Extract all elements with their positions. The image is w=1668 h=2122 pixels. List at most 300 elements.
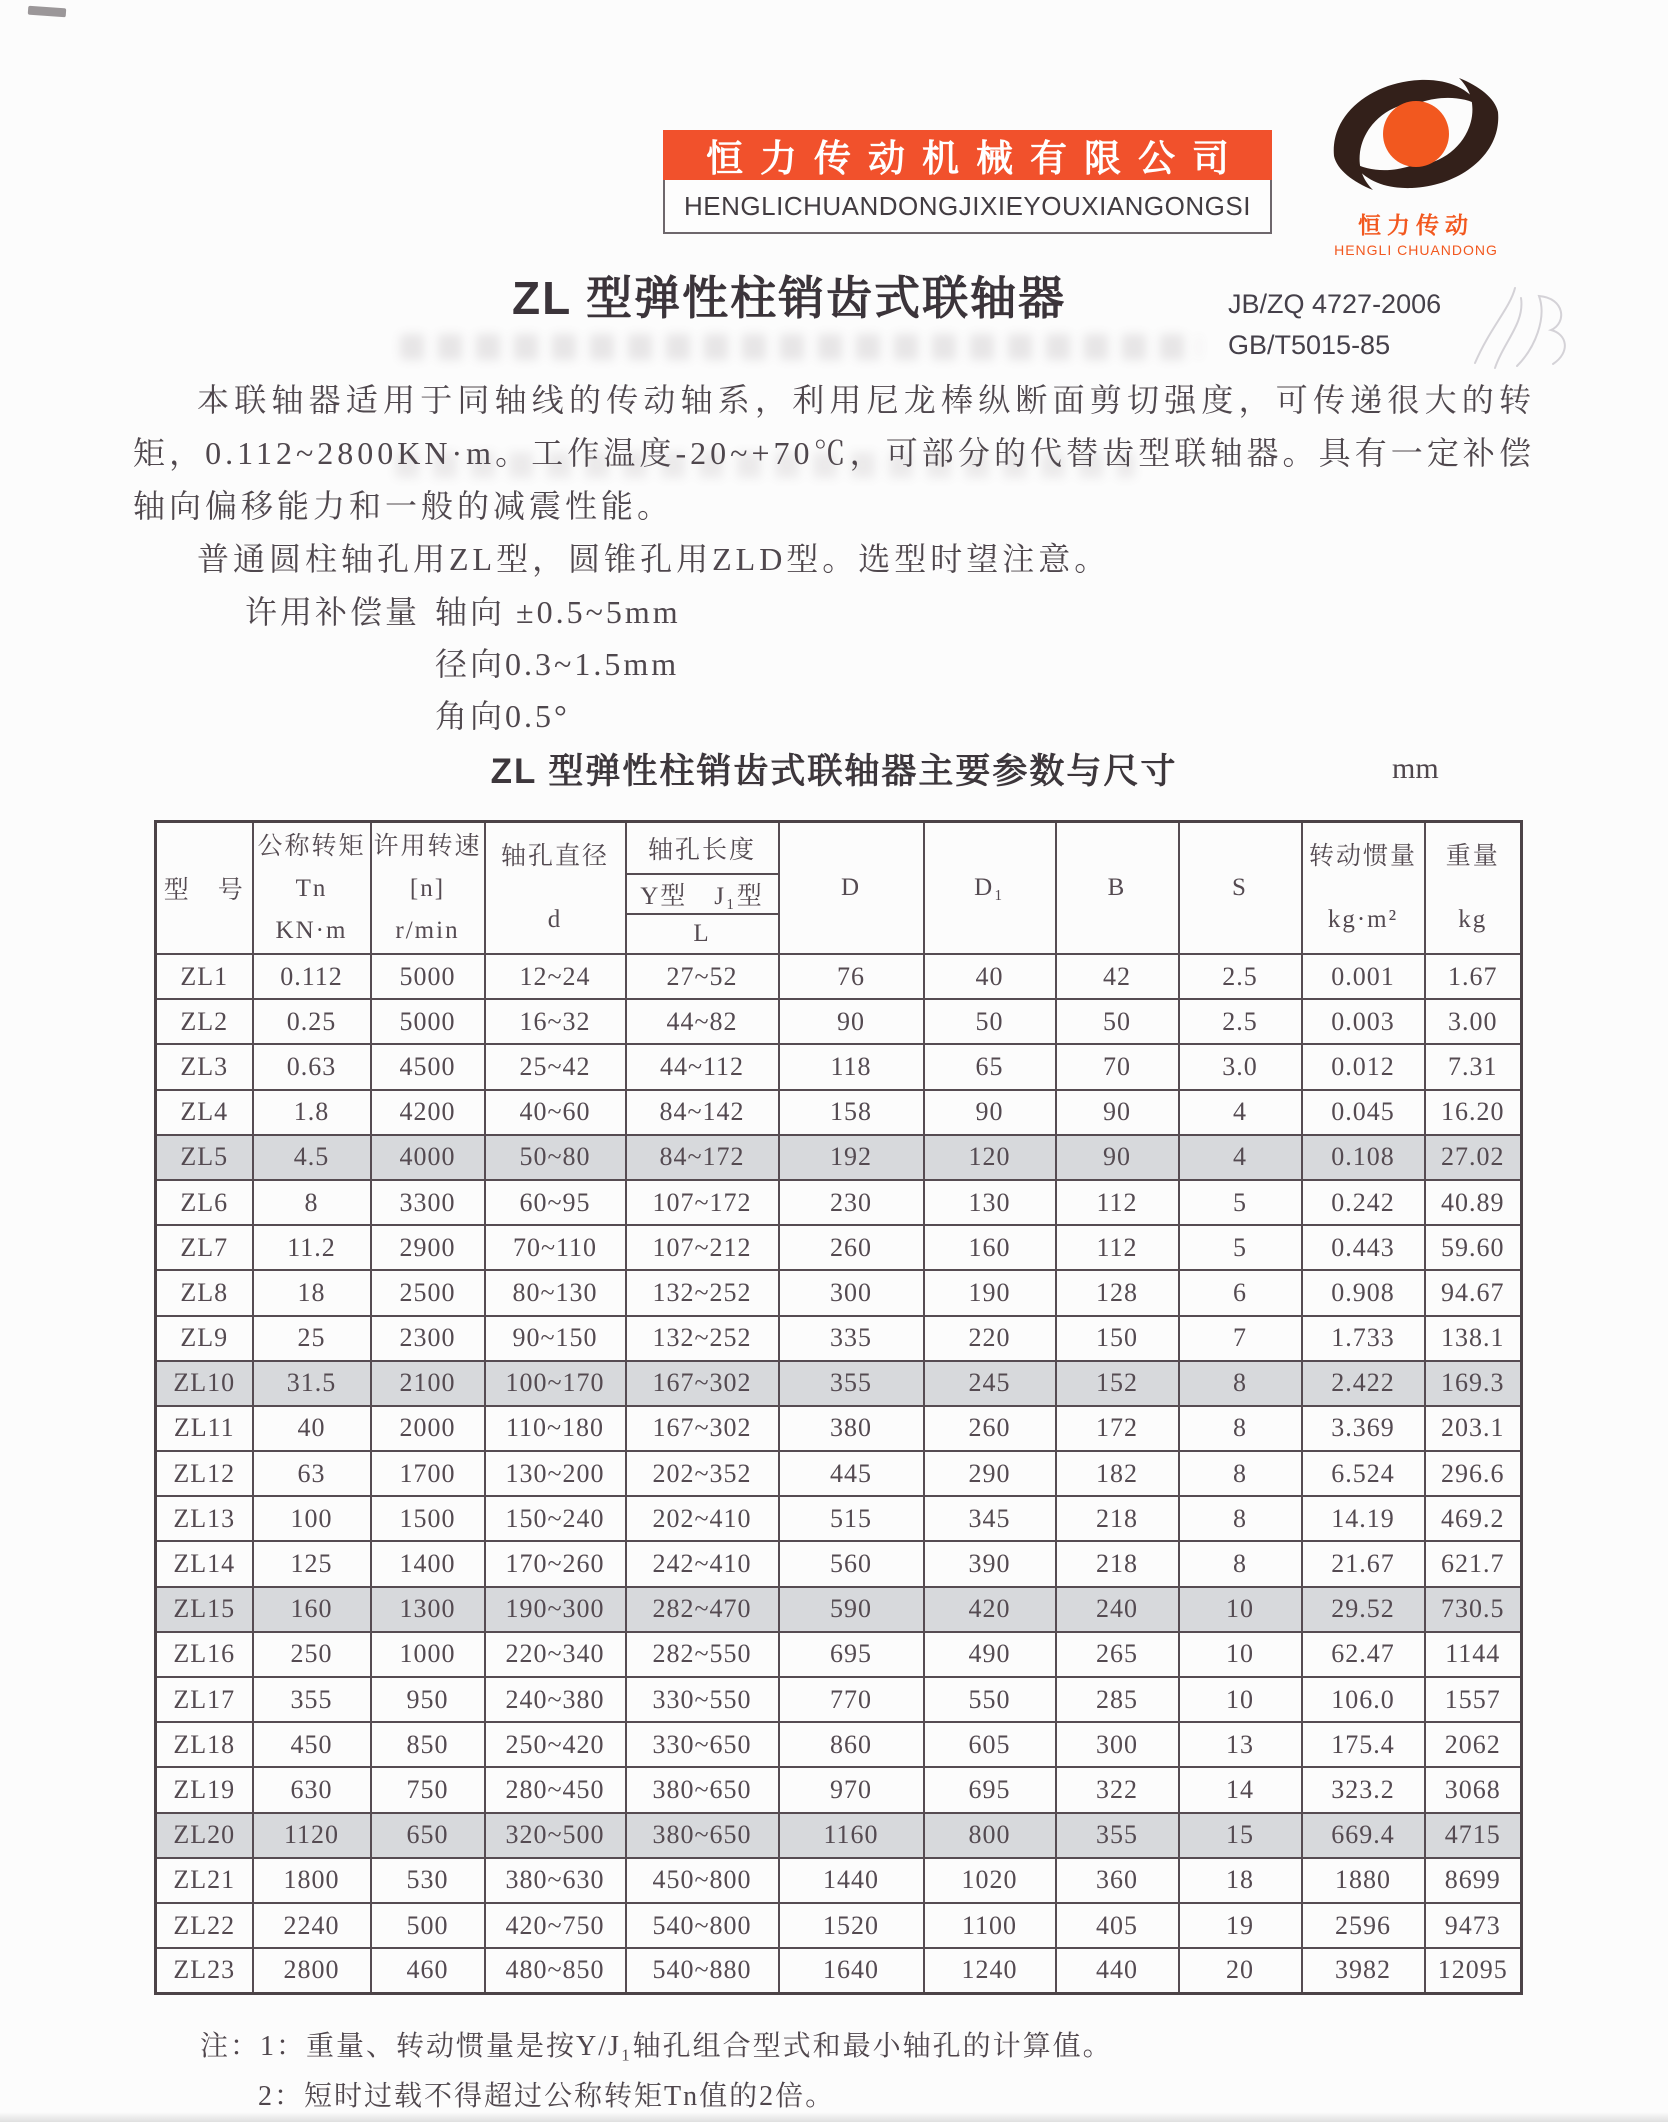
table-cell: 2000 — [371, 1406, 485, 1451]
cell-model: ZL14 — [156, 1541, 253, 1586]
table-row — [156, 1903, 1522, 1948]
table-cell: 128 — [1056, 1270, 1179, 1315]
table-cell: 380~650 — [626, 1767, 779, 1812]
col-header-B: B — [1056, 822, 1179, 955]
table-cell: 203.1 — [1425, 1406, 1522, 1451]
table-cell: 160 — [924, 1225, 1056, 1270]
table-cell: 50 — [924, 999, 1056, 1044]
table-cell: 150 — [1056, 1316, 1179, 1361]
table-cell: 290 — [924, 1451, 1056, 1496]
table-cell: 800 — [924, 1813, 1056, 1858]
col-header-speed-cn: 许用转速 — [373, 832, 482, 860]
cell-model: ZL21 — [156, 1858, 253, 1903]
col-header-bore-length: 轴孔长度 — [626, 822, 779, 875]
col-header-weight-cn: 重量 — [1445, 843, 1500, 870]
col-header-inertia — [1302, 822, 1425, 955]
table-row — [156, 1180, 1522, 1225]
table-cell: 220~340 — [485, 1632, 626, 1677]
table-cell: 5 — [1179, 1180, 1302, 1225]
col-header-bore-symbol: d — [547, 906, 563, 933]
table-cell: 160 — [253, 1587, 371, 1632]
table-cell: 63 — [253, 1451, 371, 1496]
table-cell: 490 — [924, 1632, 1056, 1677]
table-cell: 100~170 — [485, 1361, 626, 1406]
parameters-table — [154, 820, 1523, 1995]
table-row — [156, 1406, 1522, 1451]
table-cell: 0.63 — [253, 1044, 371, 1089]
table-cell: 2240 — [253, 1903, 371, 1948]
table-cell: 62.47 — [1302, 1632, 1425, 1677]
table-cell: 1640 — [779, 1948, 924, 1993]
footnotes — [200, 2022, 1113, 2122]
table-cell: 1120 — [253, 1813, 371, 1858]
table-cell: 11.2 — [253, 1225, 371, 1270]
col-header-torque — [253, 822, 371, 955]
table-cell: 25~42 — [485, 1044, 626, 1089]
cell-model: ZL6 — [156, 1180, 253, 1225]
cell-model: ZL9 — [156, 1316, 253, 1361]
table-cell: 405 — [1056, 1903, 1179, 1948]
cell-model: ZL20 — [156, 1813, 253, 1858]
table-cell: 8 — [1179, 1496, 1302, 1541]
cell-model: ZL2 — [156, 999, 253, 1044]
table-row — [156, 1044, 1522, 1089]
table-cell: 107~172 — [626, 1180, 779, 1225]
table-cell: 5000 — [371, 954, 485, 999]
table-cell: 605 — [924, 1722, 1056, 1767]
table-cell: 590 — [779, 1587, 924, 1632]
bleed-through-artifact — [400, 334, 1200, 360]
table-cell: 3982 — [1302, 1948, 1425, 1993]
table-cell: 16~32 — [485, 999, 626, 1044]
table-cell: 1880 — [1302, 1858, 1425, 1903]
cell-model: ZL19 — [156, 1767, 253, 1812]
table-cell: 1.67 — [1425, 954, 1522, 999]
table-cell: 2596 — [1302, 1903, 1425, 1948]
table-cell: 106.0 — [1302, 1677, 1425, 1722]
table-cell: 90 — [1056, 1135, 1179, 1180]
table-cell: 182 — [1056, 1451, 1179, 1496]
col-header-weight-unit: kg — [1458, 906, 1488, 933]
table-cell: 300 — [1056, 1722, 1179, 1767]
table-cell: 445 — [779, 1451, 924, 1496]
table-cell: 296.6 — [1425, 1451, 1522, 1496]
table-cell: 13 — [1179, 1722, 1302, 1767]
table-cell: 3.369 — [1302, 1406, 1425, 1451]
table-cell: 355 — [779, 1361, 924, 1406]
cell-model: ZL8 — [156, 1270, 253, 1315]
col-header-speed-unit: r/min — [395, 916, 460, 944]
col-header-D: D — [779, 822, 924, 955]
table-cell: 80~130 — [485, 1270, 626, 1315]
footnote-prefix: 注： — [200, 2031, 261, 2062]
table-cell: 9473 — [1425, 1903, 1522, 1948]
table-cell: 10 — [1179, 1677, 1302, 1722]
table-cell: 2800 — [253, 1948, 371, 1993]
table-cell: 70~110 — [485, 1225, 626, 1270]
table-cell: 245 — [924, 1361, 1056, 1406]
table-cell: 6.524 — [1302, 1451, 1425, 1496]
col-header-D1: D₁ — [924, 822, 1056, 955]
col-header-length-L: L — [626, 914, 779, 954]
table-cell: 0.001 — [1302, 954, 1425, 999]
table-cell: 59.60 — [1425, 1225, 1522, 1270]
table-cell: 158 — [779, 1090, 924, 1135]
table-cell: 250~420 — [485, 1722, 626, 1767]
table-cell: 3068 — [1425, 1767, 1522, 1812]
table-cell: 100 — [253, 1496, 371, 1541]
table-cell: 220 — [924, 1316, 1056, 1361]
cell-model: ZL15 — [156, 1587, 253, 1632]
table-cell: 27.02 — [1425, 1135, 1522, 1180]
table-cell: 1557 — [1425, 1677, 1522, 1722]
table-cell: 695 — [924, 1767, 1056, 1812]
table-cell: 125 — [253, 1541, 371, 1586]
footnote-1-text: 1：重量、转动惯量是按Y/J₁轴孔组合型式和最小轴孔的计算值。 — [260, 2031, 1113, 2062]
table-cell: 3300 — [371, 1180, 485, 1225]
col-header-torque-unit: KN·m — [275, 916, 348, 944]
table-cell: 2062 — [1425, 1722, 1522, 1767]
table-row — [156, 1361, 1522, 1406]
table-cell: 390 — [924, 1541, 1056, 1586]
table-cell: 110~180 — [485, 1406, 626, 1451]
table-cell: 380 — [779, 1406, 924, 1451]
col-header-model: 型 号 — [156, 822, 253, 955]
table-cell: 10 — [1179, 1587, 1302, 1632]
cell-model: ZL4 — [156, 1090, 253, 1135]
table-cell: 1240 — [924, 1948, 1056, 1993]
table-cell: 190 — [924, 1270, 1056, 1315]
table-cell: 50 — [1056, 999, 1179, 1044]
table-cell: 1700 — [371, 1451, 485, 1496]
table-cell: 420~750 — [485, 1903, 626, 1948]
table-cell: 280~450 — [485, 1767, 626, 1812]
cell-model: ZL11 — [156, 1406, 253, 1451]
table-cell: 1520 — [779, 1903, 924, 1948]
table-cell: 132~252 — [626, 1270, 779, 1315]
table-cell: 94.67 — [1425, 1270, 1522, 1315]
col-header-length-types: Y型 J₁型 — [626, 874, 779, 914]
table-cell: 150~240 — [485, 1496, 626, 1541]
table-cell: 60~95 — [485, 1180, 626, 1225]
table-cell: 112 — [1056, 1180, 1179, 1225]
table-cell: 730.5 — [1425, 1587, 1522, 1632]
table-cell: 540~800 — [626, 1903, 779, 1948]
scan-artifact-mark — [28, 6, 67, 18]
cell-model: ZL17 — [156, 1677, 253, 1722]
table-row — [156, 1632, 1522, 1677]
table-cell: 669.4 — [1302, 1813, 1425, 1858]
table-cell: 420 — [924, 1587, 1056, 1632]
table-cell: 1000 — [371, 1632, 485, 1677]
table-row — [156, 1225, 1522, 1270]
intro-section — [133, 374, 1535, 742]
table-cell: 138.1 — [1425, 1316, 1522, 1361]
table-row — [156, 1858, 1522, 1903]
table-cell: 1.8 — [253, 1090, 371, 1135]
table-cell: 515 — [779, 1496, 924, 1541]
table-row — [156, 954, 1522, 999]
table-cell: 44~112 — [626, 1044, 779, 1089]
table-cell: 2.5 — [1179, 999, 1302, 1044]
company-name-cn: 恒力传动机械有限公司 — [706, 138, 1246, 179]
table-cell: 355 — [1056, 1813, 1179, 1858]
table-cell: 90~150 — [485, 1316, 626, 1361]
table-cell: 14.19 — [1302, 1496, 1425, 1541]
table-cell: 167~302 — [626, 1361, 779, 1406]
swirl-logo-icon — [1316, 66, 1516, 204]
table-cell: 242~410 — [626, 1541, 779, 1586]
table-cell: 40~60 — [485, 1090, 626, 1135]
table-cell: 16.20 — [1425, 1090, 1522, 1135]
table-cell: 5000 — [371, 999, 485, 1044]
table-cell: 1160 — [779, 1813, 924, 1858]
table-cell: 218 — [1056, 1496, 1179, 1541]
logo-text-cn: 恒力传动 — [1358, 212, 1474, 238]
table-cell: 7 — [1179, 1316, 1302, 1361]
table-cell: 18 — [253, 1270, 371, 1315]
table-cell: 300 — [779, 1270, 924, 1315]
standard-code-line2: GB/T5015-85 — [1228, 330, 1391, 360]
table-cell: 621.7 — [1425, 1541, 1522, 1586]
table-cell: 202~410 — [626, 1496, 779, 1541]
table-cell: 460 — [371, 1948, 485, 1993]
table-cell: 169.3 — [1425, 1361, 1522, 1406]
table-cell: 330~550 — [626, 1677, 779, 1722]
table-cell: 12~24 — [485, 954, 626, 999]
table-cell: 40.89 — [1425, 1180, 1522, 1225]
table-cell: 530 — [371, 1858, 485, 1903]
table-cell: 12095 — [1425, 1948, 1522, 1993]
col-header-weight — [1425, 822, 1522, 955]
compensation-axial-value: 轴向 ±0.5~5mm — [435, 594, 681, 630]
table-cell: 4715 — [1425, 1813, 1522, 1858]
table-cell: 42 — [1056, 954, 1179, 999]
col-header-speed-symbol: [n] — [409, 874, 446, 902]
table-cell: 560 — [779, 1541, 924, 1586]
table-cell: 550 — [924, 1677, 1056, 1722]
table-cell: 14 — [1179, 1767, 1302, 1812]
intro-paragraph-1: 本联轴器适用于同轴线的传动轴系，利用尼龙棒纵断面剪切强度，可传递很大的转矩，0.112~2800KN·m。工作温度-20~+70℃，可部分的代替齿型联轴器。具有一定补偿轴向偏移能力和一般的减震性能。 — [133, 382, 1535, 524]
cell-model: ZL1 — [156, 954, 253, 999]
table-cell: 335 — [779, 1316, 924, 1361]
table-cell: 70 — [1056, 1044, 1179, 1089]
table-cell: 770 — [779, 1677, 924, 1722]
table-cell: 320~500 — [485, 1813, 626, 1858]
table-cell: 7.31 — [1425, 1044, 1522, 1089]
table-row — [156, 1587, 1522, 1632]
table-row — [156, 1270, 1522, 1315]
table-cell: 650 — [371, 1813, 485, 1858]
table-row — [156, 1813, 1522, 1858]
table-cell: 323.2 — [1302, 1767, 1425, 1812]
table-cell: 2.5 — [1179, 954, 1302, 999]
table-cell: 330~650 — [626, 1722, 779, 1767]
table-cell: 152 — [1056, 1361, 1179, 1406]
col-header-speed — [371, 822, 485, 955]
table-cell: 4200 — [371, 1090, 485, 1135]
table-cell: 4500 — [371, 1044, 485, 1089]
compensation-label: 许用补偿量 — [245, 594, 421, 630]
table-cell: 8 — [1179, 1541, 1302, 1586]
table-cell: 3.0 — [1179, 1044, 1302, 1089]
table-cell: 0.112 — [253, 954, 371, 999]
table-row — [156, 1090, 1522, 1135]
table-cell: 282~550 — [626, 1632, 779, 1677]
table-cell: 4 — [1179, 1090, 1302, 1135]
compensation-line-radial: 径向0.3~1.5mm — [435, 646, 680, 682]
table-cell: 90 — [1056, 1090, 1179, 1135]
col-header-torque-symbol: Tn — [295, 874, 328, 902]
table-row — [156, 1316, 1522, 1361]
table-cell: 29.52 — [1302, 1587, 1425, 1632]
table-cell: 1800 — [253, 1858, 371, 1903]
table-cell: 76 — [779, 954, 924, 999]
table-cell: 44~82 — [626, 999, 779, 1044]
table-cell: 218 — [1056, 1541, 1179, 1586]
table-cell: 450 — [253, 1722, 371, 1767]
company-banner-en — [663, 180, 1272, 234]
cell-model: ZL13 — [156, 1496, 253, 1541]
table-cell: 345 — [924, 1496, 1056, 1541]
table-cell: 360 — [1056, 1858, 1179, 1903]
table-cell: 65 — [924, 1044, 1056, 1089]
table-cell: 19 — [1179, 1903, 1302, 1948]
table-cell: 950 — [371, 1677, 485, 1722]
table-cell: 2300 — [371, 1316, 485, 1361]
table-cell: 192 — [779, 1135, 924, 1180]
table-cell: 8 — [1179, 1406, 1302, 1451]
table-cell: 240 — [1056, 1587, 1179, 1632]
table-cell: 0.012 — [1302, 1044, 1425, 1089]
table-cell: 6 — [1179, 1270, 1302, 1315]
table-cell: 130 — [924, 1180, 1056, 1225]
table-cell: 240~380 — [485, 1677, 626, 1722]
table-row — [156, 1677, 1522, 1722]
col-header-torque-cn: 公称转矩 — [257, 832, 366, 860]
table-cell: 480~850 — [485, 1948, 626, 1993]
table-cell: 5 — [1179, 1225, 1302, 1270]
table-cell: 0.908 — [1302, 1270, 1425, 1315]
col-header-bore-cn: 轴孔直径 — [500, 843, 609, 870]
footnote-2: 2：短时过载不得超过公称转矩Tn值的2倍。 — [258, 2081, 836, 2112]
table-cell: 970 — [779, 1767, 924, 1812]
table-cell: 0.003 — [1302, 999, 1425, 1044]
table-cell: 90 — [924, 1090, 1056, 1135]
table-cell: 0.242 — [1302, 1180, 1425, 1225]
table-header — [156, 822, 1522, 955]
table-cell: 4000 — [371, 1135, 485, 1180]
table-row — [156, 1722, 1522, 1767]
table-cell: 469.2 — [1425, 1496, 1522, 1541]
table-cell: 282~470 — [626, 1587, 779, 1632]
table-cell: 15 — [1179, 1813, 1302, 1858]
table-cell: 167~302 — [626, 1406, 779, 1451]
intro-paragraph-2: 普通圆柱轴孔用ZL型，圆锥孔用ZLD型。选型时望注意。 — [197, 541, 1111, 577]
table-row — [156, 1948, 1522, 1993]
page-title: ZL 型弹性柱销齿式联轴器 — [512, 272, 1067, 324]
table-cell: 40 — [253, 1406, 371, 1451]
table-cell: 850 — [371, 1722, 485, 1767]
table-cell: 112 — [1056, 1225, 1179, 1270]
compensation-line-axial — [133, 586, 1535, 638]
standard-code-line1: JB/ZQ 4727-2006 — [1228, 289, 1442, 319]
table-cell: 8 — [1179, 1451, 1302, 1496]
table-cell: 1500 — [371, 1496, 485, 1541]
table-cell: 27~52 — [626, 954, 779, 999]
table-cell: 50~80 — [485, 1135, 626, 1180]
table-cell: 90 — [779, 999, 924, 1044]
table-cell: 190~300 — [485, 1587, 626, 1632]
handwriting-scribble — [1455, 268, 1645, 388]
table-cell: 175.4 — [1302, 1722, 1425, 1767]
table-cell: 132~252 — [626, 1316, 779, 1361]
table-cell: 1400 — [371, 1541, 485, 1586]
table-cell: 118 — [779, 1044, 924, 1089]
table-cell: 130~200 — [485, 1451, 626, 1496]
table-cell: 202~352 — [626, 1451, 779, 1496]
table-cell: 1020 — [924, 1858, 1056, 1903]
table-cell: 695 — [779, 1632, 924, 1677]
company-banner — [663, 130, 1272, 180]
table-cell: 230 — [779, 1180, 924, 1225]
table-cell: 2100 — [371, 1361, 485, 1406]
table-cell: 322 — [1056, 1767, 1179, 1812]
standard-codes — [1228, 284, 1441, 366]
table-cell: 8699 — [1425, 1858, 1522, 1903]
table-cell: 1440 — [779, 1858, 924, 1903]
table-cell: 380~650 — [626, 1813, 779, 1858]
table-cell: 8 — [1179, 1361, 1302, 1406]
cell-model: ZL10 — [156, 1361, 253, 1406]
table-cell: 260 — [924, 1406, 1056, 1451]
table-cell: 860 — [779, 1722, 924, 1767]
table-cell: 2.422 — [1302, 1361, 1425, 1406]
table-cell: 450~800 — [626, 1858, 779, 1903]
table-cell: 84~172 — [626, 1135, 779, 1180]
cell-model: ZL18 — [156, 1722, 253, 1767]
cell-model: ZL12 — [156, 1451, 253, 1496]
col-header-bore-diameter — [485, 822, 626, 955]
table-cell: 8 — [253, 1180, 371, 1225]
table-cell: 250 — [253, 1632, 371, 1677]
table-cell: 0.443 — [1302, 1225, 1425, 1270]
cell-model: ZL23 — [156, 1948, 253, 1993]
table-cell: 2900 — [371, 1225, 485, 1270]
cell-model: ZL5 — [156, 1135, 253, 1180]
scan-edge-shadow — [0, 2112, 1668, 2122]
table-cell: 1144 — [1425, 1632, 1522, 1677]
compensation-line-angular: 角向0.5° — [435, 698, 570, 734]
table-cell: 21.67 — [1302, 1541, 1425, 1586]
table-cell: 0.25 — [253, 999, 371, 1044]
table-cell: 2500 — [371, 1270, 485, 1315]
table-cell: 265 — [1056, 1632, 1179, 1677]
table-cell: 355 — [253, 1677, 371, 1722]
footnote-1 — [200, 2022, 1113, 2072]
table-row — [156, 1496, 1522, 1541]
col-header-inertia-unit: kg·m² — [1327, 906, 1399, 933]
table-cell: 120 — [924, 1135, 1056, 1180]
table-cell: 260 — [779, 1225, 924, 1270]
cell-model: ZL7 — [156, 1225, 253, 1270]
table-row — [156, 1767, 1522, 1812]
table-cell: 25 — [253, 1316, 371, 1361]
company-name-en: HENGLICHUANDONGJIXIEYOUXIANGONGSI — [684, 190, 1251, 221]
table-cell: 630 — [253, 1767, 371, 1812]
table-row — [156, 1135, 1522, 1180]
cell-model: ZL22 — [156, 1903, 253, 1948]
